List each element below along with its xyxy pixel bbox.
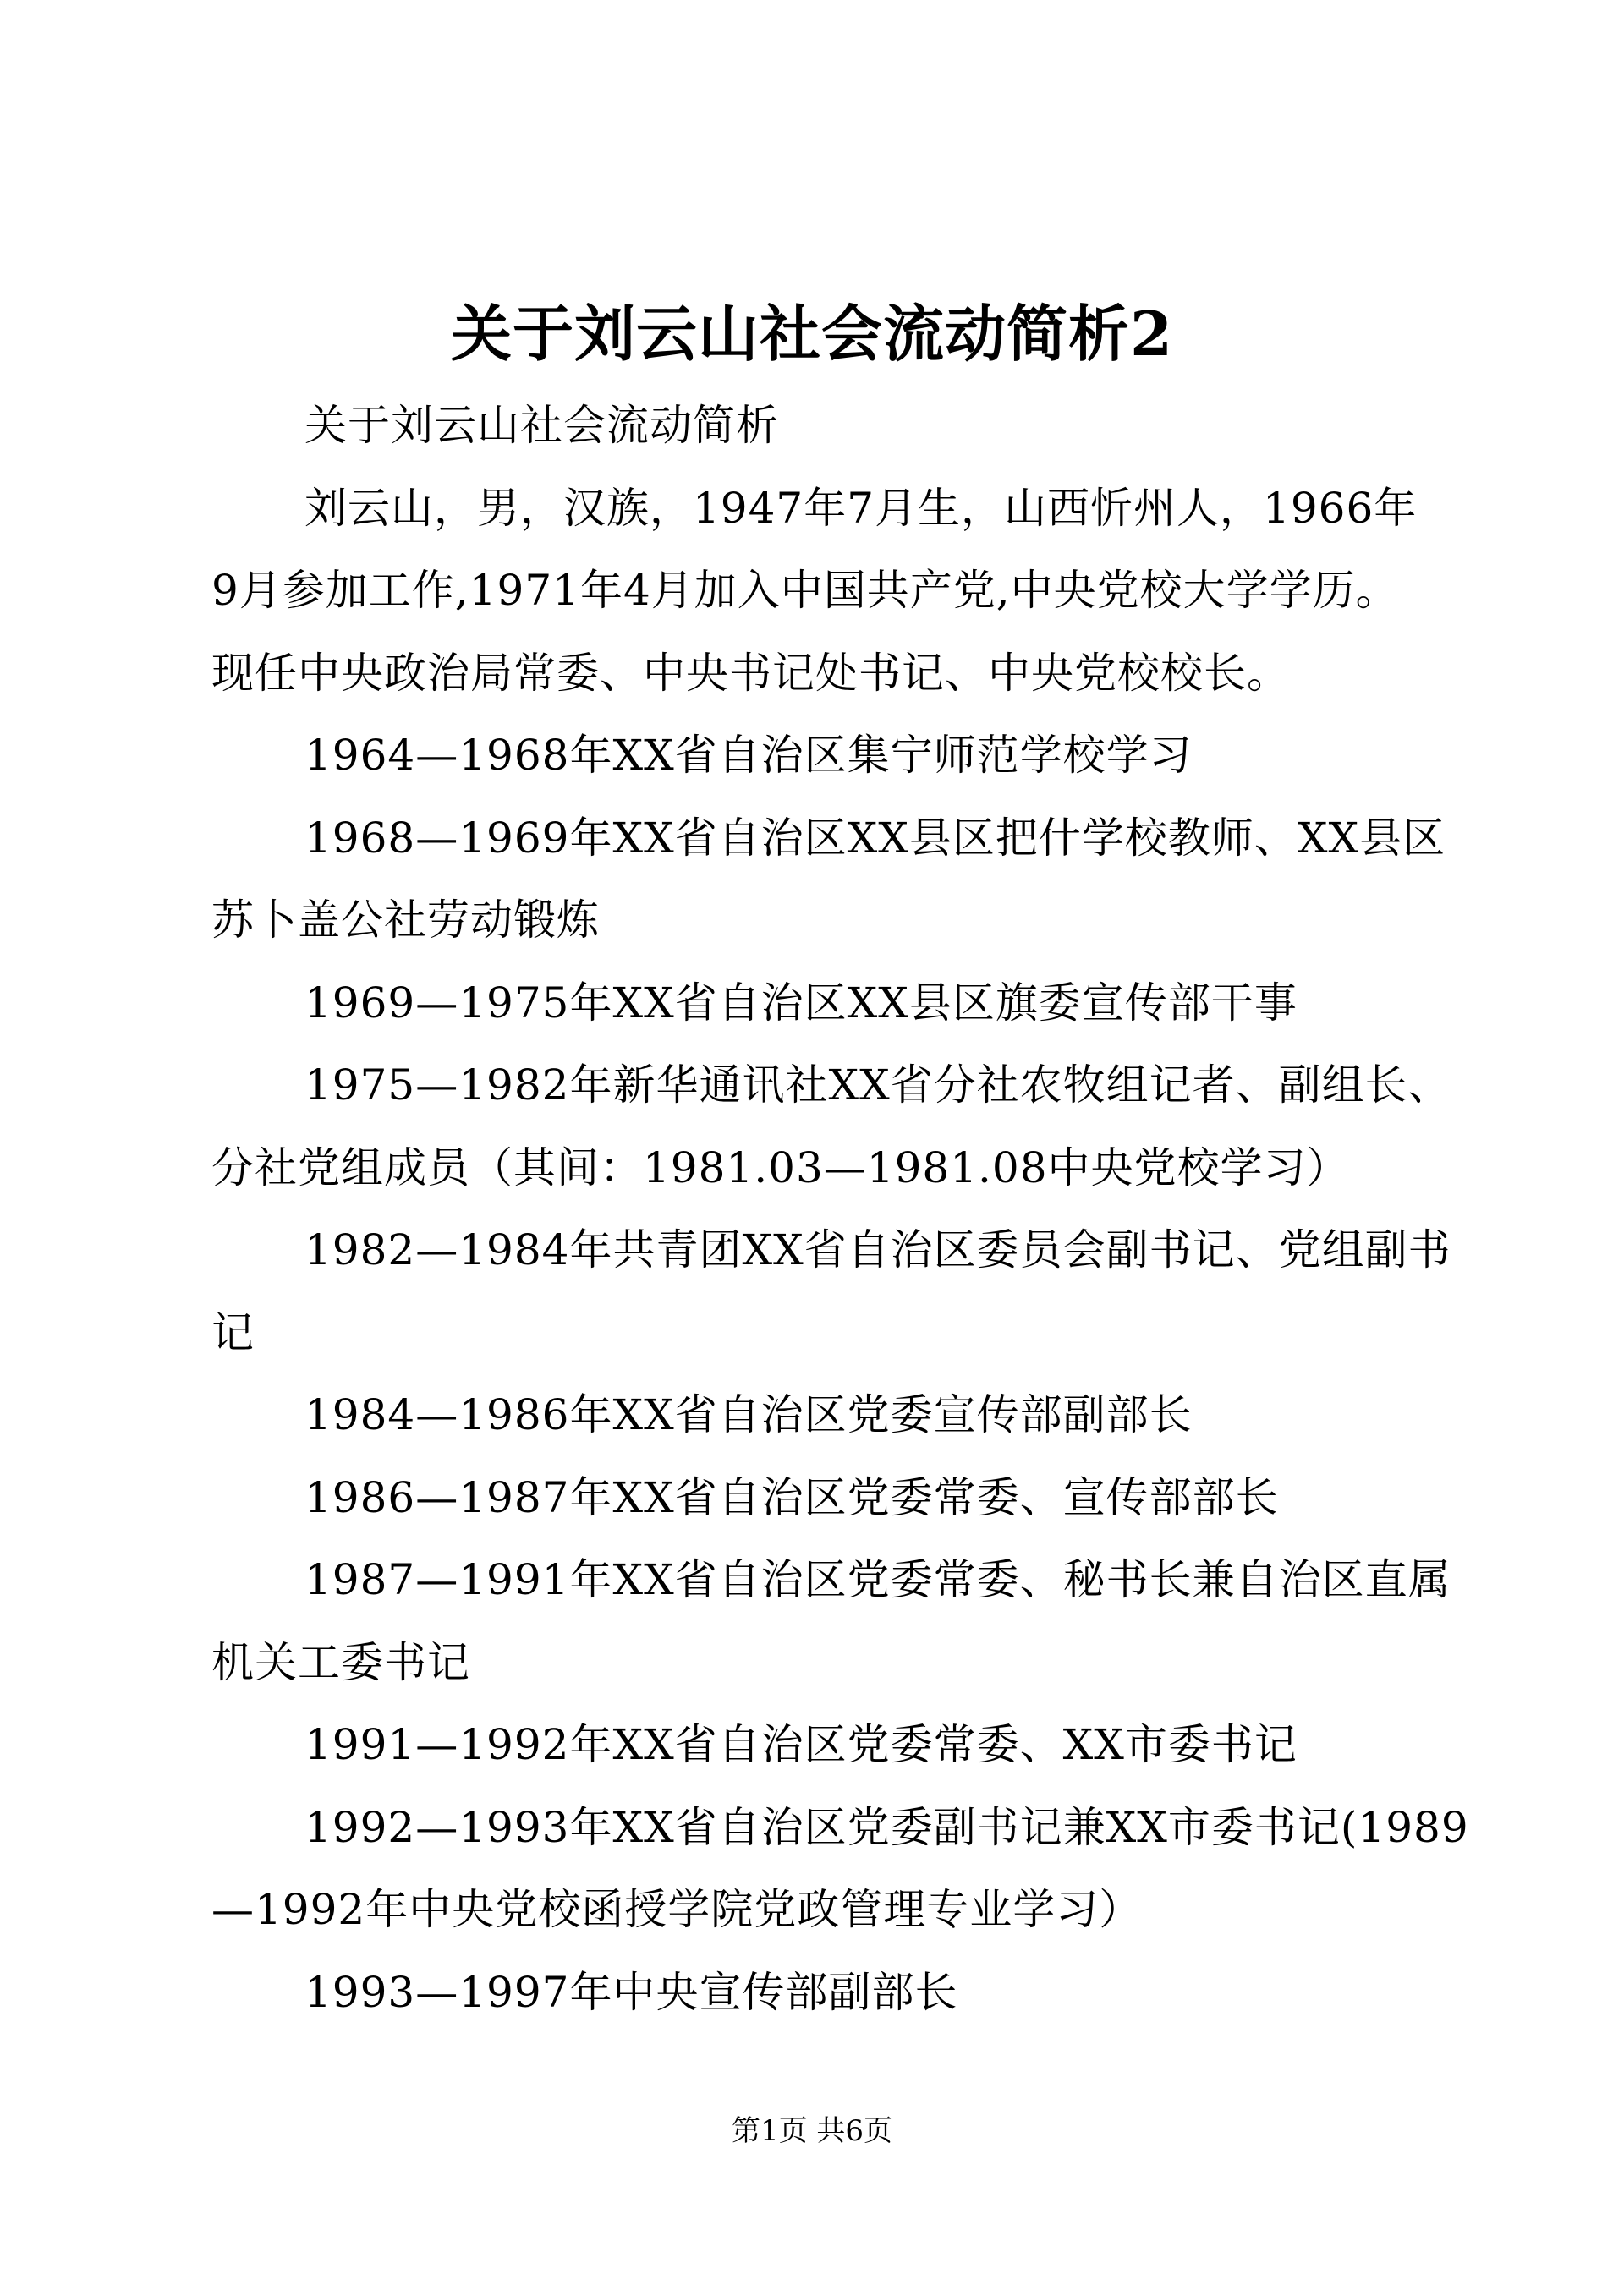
paragraph-line: 机关工委书记 [211, 1637, 470, 1687]
paragraph-line: 9月参加工作,1971年4月加入中国共产党,中央党校大学学历。 [211, 566, 1399, 615]
paragraph-line: 关于刘云山社会流动简析 [304, 401, 779, 450]
paragraph-line: 1969—1975年XX省自治区XX县区旗委宣传部干事 [304, 978, 1298, 1027]
paragraph-line: 1984—1986年XX省自治区党委宣传部副部长 [304, 1390, 1193, 1439]
paragraph-line: 1964—1968年XX省自治区集宁师范学校学习 [304, 731, 1193, 780]
paragraph-line: 1986—1987年XX省自治区党委常委、宣传部部长 [304, 1472, 1279, 1522]
paragraph-line: 苏卜盖公社劳动锻炼 [211, 896, 600, 945]
document-title: 关于刘云山社会流动简析2 [450, 298, 1174, 370]
paragraph-line: 1975—1982年新华通讯社XX省分社农牧组记者、副组长、 [304, 1060, 1451, 1110]
paragraph-line: 1987—1991年XX省自治区党委常委、秘书长兼自治区直属 [304, 1555, 1451, 1604]
paragraph-line: 1992—1993年XX省自治区党委副书记兼XX市委书记(1989 [304, 1802, 1469, 1852]
paragraph-line: 1991—1992年XX省自治区党委常委、XX市委书记 [304, 1720, 1298, 1769]
paragraph-line: 1982—1984年共青团XX省自治区委员会副书记、党组副书 [304, 1225, 1451, 1274]
paragraph-line: 分社党组成员（其间：1981.03—1981.08中央党校学习） [211, 1143, 1350, 1192]
paragraph-line: 1993—1997年中央宣传部副部长 [304, 1967, 958, 2017]
paragraph-line: 记 [211, 1307, 255, 1357]
document-body [211, 385, 1469, 2034]
paragraph-line: 1968—1969年XX省自治区XX县区把什学校教师、XX县区 [304, 813, 1446, 863]
page-number-footer: 第1页 共6页 [731, 2114, 893, 2148]
paragraph-line: 刘云山，男，汉族，1947年7月生，山西忻州人，1966年 [304, 483, 1418, 533]
paragraph-line: 现任中央政治局常委、中央书记处书记、中央党校校长。 [211, 648, 1290, 698]
paragraph-line: —1992年中央党校函授学院党政管理专业学习） [211, 1885, 1143, 1934]
